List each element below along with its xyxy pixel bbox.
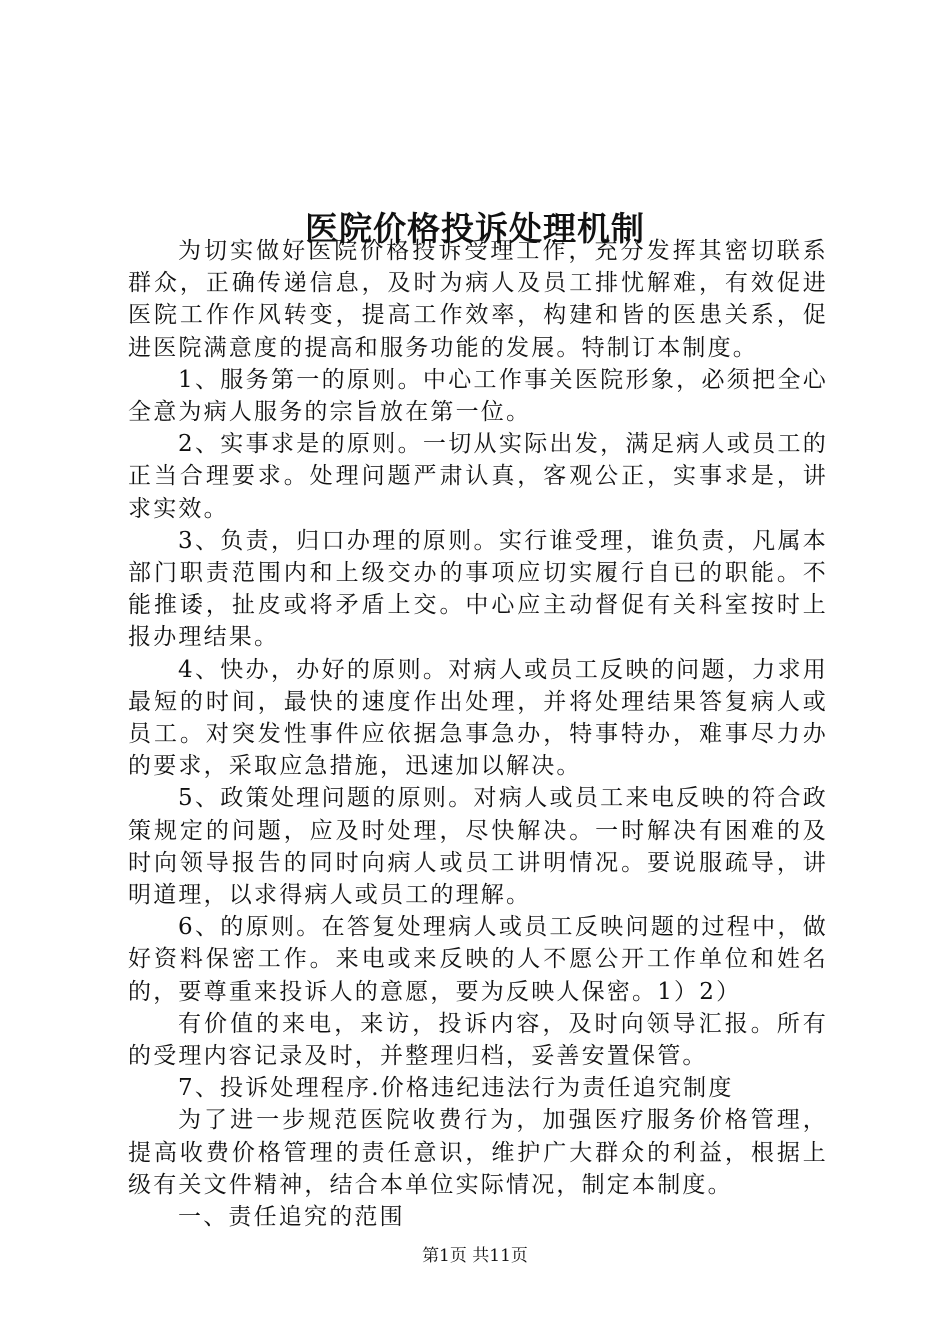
paragraph-reporting: 有价值的来电，来访，投诉内容，及时向领导汇报。所有的受理内容记录及时，并整理归档，妥善安置保管。 [128, 1010, 828, 1070]
paragraph-principle-5: 5、政策处理问题的原则。对病人或员工来电反映的符合政策规定的问题，应及时处理，尽快解决。一时解决有困难的及时向领导报告的同时向病人或员工讲明情况。要说服疏导，讲明道理，以求得病人或员工的理解。 [128, 785, 828, 909]
paragraph-principle-3: 3、负责，归口办理的原则。实行谁受理，谁负责，凡属本部门职责范围内和上级交办的事项应切实履行自已的职能。不能推诿，扯皮或将矛盾上交。中心应主动督促有关科室按时上报办理结果。 [128, 527, 828, 651]
page-number-footer: 第1页 共11页 [422, 1246, 528, 1266]
section-heading-scope: 一、责任追究的范围 [178, 1204, 405, 1231]
paragraph-principle-6: 6、的原则。在答复处理病人或员工反映问题的过程中，做好资料保密工作。来电或来反映的人不愿公开工作单位和姓名的，要尊重来投诉人的意愿，要为反映人保密。1）2） [128, 914, 828, 1005]
paragraph-principle-4: 4、快办，办好的原则。对病人或员工反映的问题，力求用最短的时间，最快的速度作出处理，并将处理结果答复病人或员工。对突发性事件应依据急事急办，特事特办，难事尽力办的要求，采取应急措施，迅速加以解决。 [128, 656, 828, 780]
paragraph-procedure-heading: 7、投诉处理程序.价格违纪违法行为责任追究制度 [178, 1075, 734, 1102]
paragraph-accountability-intro: 为了进一步规范医院收费行为，加强医疗服务价格管理，提高收费价格管理的责任意识，维护广大群众的利益，根据上级有关文件精神，结合本单位实际情况，制定本制度。 [128, 1107, 828, 1198]
document-body [128, 235, 828, 1233]
paragraph-principle-1: 1、服务第一的原则。中心工作事关医院形象，必须把全心全意为病人服务的宗旨放在第一位。 [128, 366, 828, 426]
paragraph-principle-2: 2、实事求是的原则。一切从实际出发，满足病人或员工的正当合理要求。处理问题严肃认真，客观公正，实事求是，讲求实效。 [128, 431, 828, 522]
paragraph-intro: 为切实做好医院价格投诉受理工作，充分发挥其密切联系群众，正确传递信息，及时为病人及员工排忧解难，有效促进医院工作作风转变，提高工作效率，构建和皆的医患关系，促进医院满意度的提高和服务功能的发展。特制订本制度。 [128, 238, 828, 361]
document-title: 医院价格投诉处理机制 [305, 209, 645, 249]
